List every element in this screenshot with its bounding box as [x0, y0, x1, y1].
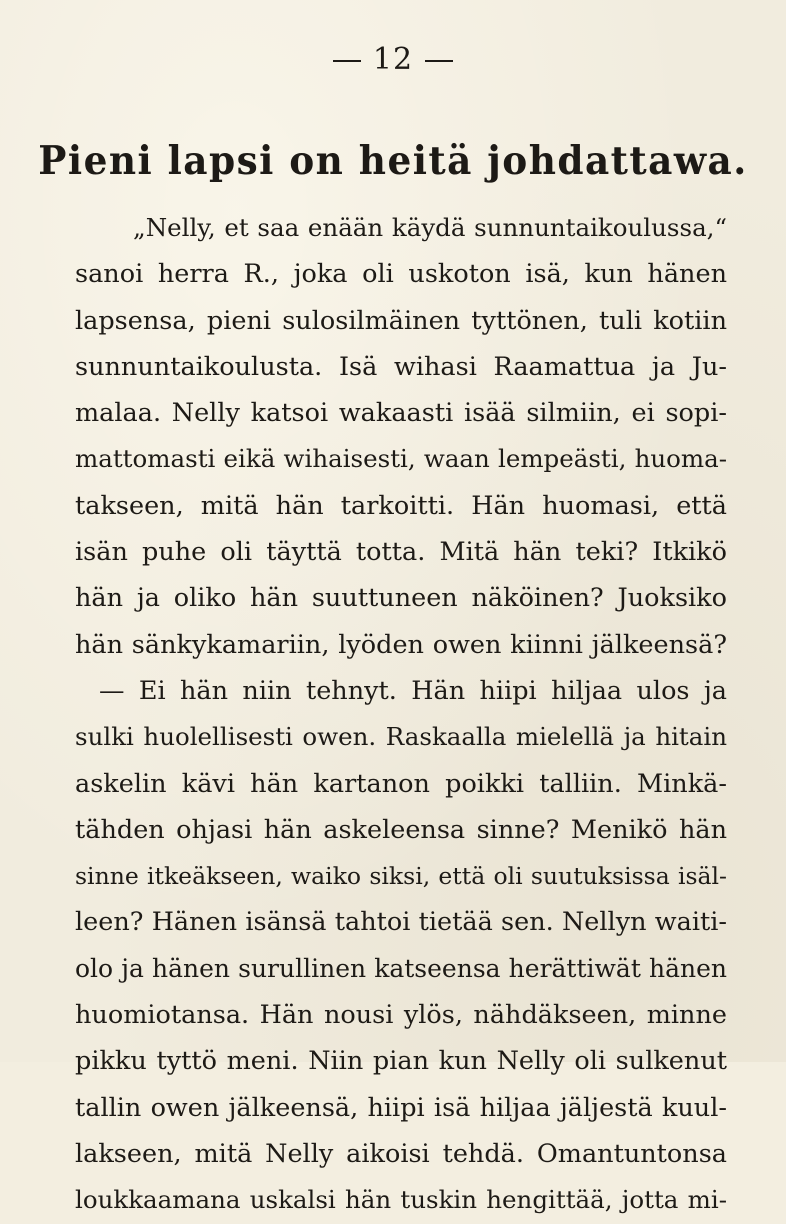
page-number-header	[0, 42, 786, 77]
text-line: sulki huolellisesti owen. Raskaalla mielellä ja hitain	[75, 722, 727, 752]
text-line: huomiotansa. Hän nousi ylös, nähdäkseen, minne	[75, 1000, 727, 1031]
text-line: takseen, mitä hän tarkoitti. Hän huomasi, että	[75, 490, 727, 521]
chapter-title: Pieni lapsi on heitä johdattawa.	[38, 138, 748, 184]
text-line: loukkaamana uskalsi hän tuskin hengittää, jotta mi-	[75, 1185, 727, 1215]
body-paragraph	[75, 205, 727, 1224]
text-line: lakseen, mitä Nelly aikoisi tehdä. Omantuntonsa	[75, 1138, 727, 1169]
text-line: „Nelly, et saa enään käydä sunnuntaikoulussa,“	[133, 213, 727, 242]
text-line: tähden ohjasi hän askeleensa sinne? Menikö hän	[75, 814, 727, 845]
text-line: sinne itkeäkseen, waiko siksi, että oli suutuksissa isäl-	[75, 862, 727, 891]
text-line: malaa. Nelly katsoi wakaasti isää silmiin, ei sopi-	[75, 398, 727, 429]
text-line: sunnuntaikoulusta. Isä wihasi Raamattua ja Ju-	[75, 351, 727, 382]
text-line: lapsensa, pieni sulosilmäinen tyttönen, tuli kotiin	[75, 305, 727, 336]
text-line: — Ei hän niin tehnyt. Hän hiipi hiljaa ulos ja	[99, 675, 727, 706]
text-line: leen? Hänen isänsä tahtoi tietää sen. Nellyn waiti-	[75, 907, 727, 938]
right-dash-decoration	[425, 60, 453, 62]
text-line: sanoi herra R., joka oli uskoton isä, kun hänen	[75, 259, 727, 290]
text-line: askelin kävi hän kartanon poikki talliin. Minkä-	[75, 768, 727, 799]
text-line: hän sänkykamariin, lyöden owen kiinni jälkeensä?	[75, 629, 727, 660]
text-line: pikku tyttö meni. Niin pian kun Nelly oli sulkenut	[75, 1046, 727, 1077]
left-dash-decoration	[333, 60, 361, 62]
text-line: mattomasti eikä wihaisesti, waan lempeästi, huoma-	[75, 444, 727, 474]
text-line: tallin owen jälkeensä, hiipi isä hiljaa jäljestä kuul-	[75, 1092, 727, 1123]
text-line: isän puhe oli täyttä totta. Mitä hän teki? Itkikö	[75, 537, 727, 568]
page-number: 12	[372, 42, 414, 77]
text-line: olo ja hänen surullinen katseensa herättiwät hänen	[75, 953, 727, 983]
text-line: hän ja oliko hän suuttuneen näköinen? Juoksiko	[75, 583, 727, 614]
